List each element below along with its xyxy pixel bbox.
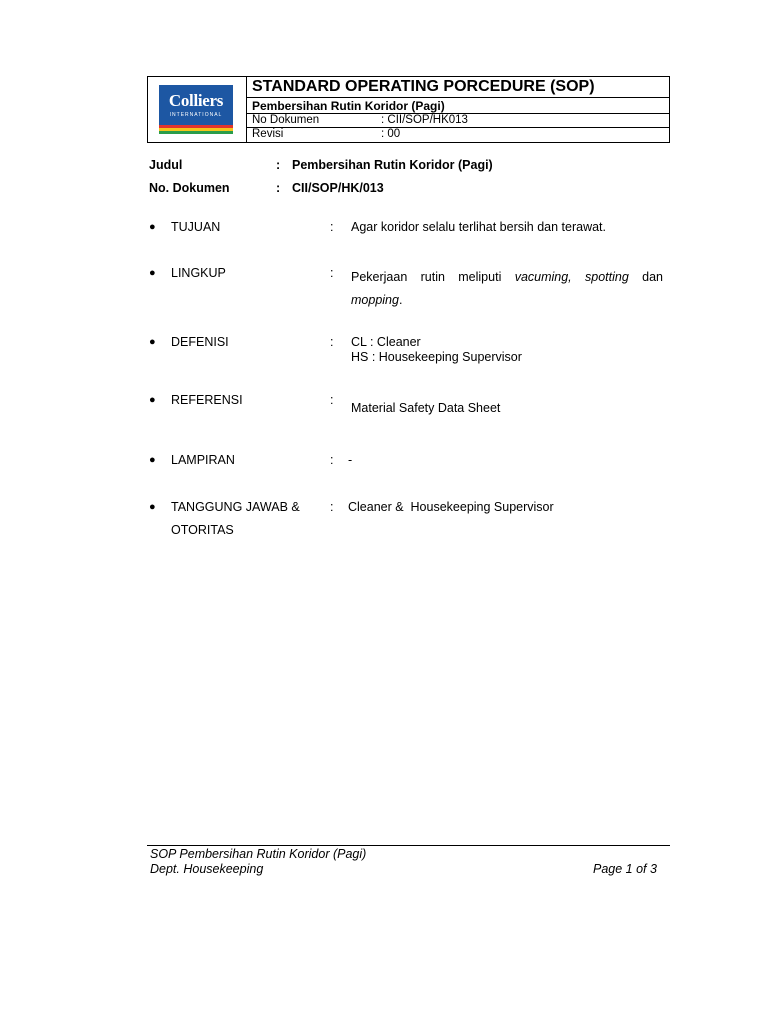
document-header-table (147, 76, 670, 143)
bullet-icon: ● (149, 221, 156, 233)
footer-doc-title: SOP Pembersihan Rutin Koridor (Pagi) (150, 847, 367, 861)
logo-stripe-green (159, 131, 233, 134)
tanggung-label-line-2: OTORITAS (171, 523, 234, 537)
doc-number-value: : CII/SOP/HK013 (381, 114, 468, 126)
footer-page-number: Page 1 of 3 (593, 862, 657, 876)
colliers-logo (159, 85, 233, 134)
logo-wordmark: Colliers (168, 91, 224, 110)
judul-separator: : (276, 158, 281, 172)
nodok-separator: : (276, 181, 281, 195)
referensi-text: Material Safety Data Sheet (351, 401, 501, 415)
revision-value: : 00 (381, 128, 401, 140)
footer-department: Dept. Housekeeping (150, 862, 264, 876)
referensi-separator: : (330, 393, 334, 407)
tujuan-label: TUJUAN (171, 220, 221, 234)
header-docno-row (247, 114, 669, 128)
lingkup-text-part: Pekerjaan rutin meliputi (351, 270, 502, 284)
lampiran-separator: : (330, 453, 334, 467)
tujuan-text: Agar koridor selalu terlihat bersih dan terawat. (351, 220, 606, 234)
bullet-icon: ● (149, 267, 156, 279)
referensi-label: REFERENSI (171, 393, 243, 407)
defenisi-line-2: HS : Housekeeping Supervisor (351, 350, 522, 364)
bullet-icon: ● (149, 454, 156, 466)
bullet-icon: ● (149, 501, 156, 513)
doc-number-label: No Dokumen (252, 114, 320, 126)
lampiran-text: - (348, 453, 353, 467)
lingkup-text (351, 266, 663, 312)
lampiran-label: LAMPIRAN (171, 453, 235, 467)
tanggung-separator: : (330, 500, 334, 514)
defenisi-label: DEFENISI (171, 335, 229, 349)
logo-subtext: INTERNATIONAL (169, 112, 223, 118)
header-title-row (247, 77, 669, 98)
tanggung-text: Cleaner & Housekeeping Supervisor (348, 500, 554, 514)
bullet-icon: ● (149, 394, 156, 406)
judul-label: Judul (149, 158, 183, 172)
footer-divider (147, 845, 670, 846)
tanggung-label-line-1: TANGGUNG JAWAB & (171, 500, 300, 514)
nodok-label: No. Dokumen (149, 181, 230, 195)
lingkup-term-vacuming: vacuming, (514, 270, 572, 284)
sop-title: STANDARD OPERATING PORCEDURE (SOP) (252, 78, 595, 95)
header-subtitle-row (247, 98, 669, 114)
sop-subtitle: Pembersihan Rutin Koridor (Pagi) (252, 99, 445, 113)
bullet-icon: ● (149, 336, 156, 348)
judul-value: Pembersihan Rutin Koridor (Pagi) (292, 158, 493, 172)
header-revision-row (247, 128, 669, 142)
defenisi-separator: : (330, 335, 334, 349)
lingkup-label: LINGKUP (171, 266, 226, 280)
lingkup-separator: : (330, 266, 334, 280)
logo-cell (148, 77, 247, 142)
lingkup-text-part: dan (642, 270, 663, 284)
nodok-value: CII/SOP/HK/013 (292, 181, 384, 195)
tujuan-separator: : (330, 220, 334, 234)
lingkup-term-mopping: mopping (351, 293, 399, 307)
revision-label: Revisi (252, 128, 284, 140)
defenisi-line-1: CL : Cleaner (351, 335, 421, 349)
lingkup-text-period: . (398, 293, 403, 307)
logo-stripes (159, 125, 233, 134)
lingkup-term-spotting: spotting (585, 270, 629, 284)
